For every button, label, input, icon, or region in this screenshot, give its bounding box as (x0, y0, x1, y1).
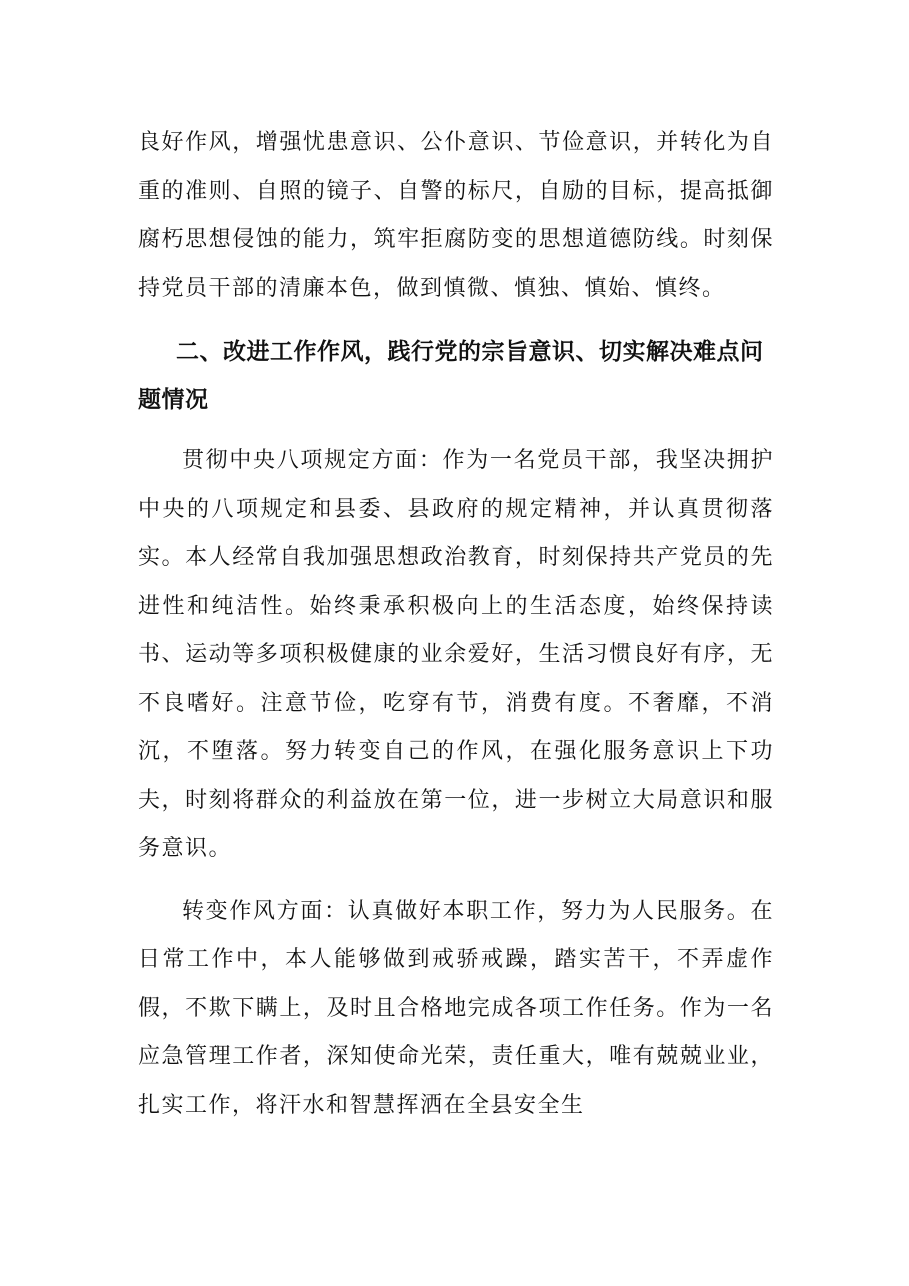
document-page (138, 119, 774, 1130)
paragraph-eight-rules: 贯彻中央八项规定方面：作为一名党员干部，我坚决拥护中央的八项规定和县委、县政府的规定精神，并认真贯彻落实。本人经常自我加强思想政治教育，时刻保持共产党员的先进性和纯洁性。始终秉承积极向上的生活态度，始终保持读书、运动等多项积极健康的业余爱好，生活习惯良好有序，无不良嗜好。注意节俭，吃穿有节，消费有度。不奢靡，不消沉，不堕落。努力转变自己的作风，在强化服务意识上下功夫，时刻将群众的利益放在第一位，进一步树立大局意识和服务意识。 (138, 448, 774, 861)
section-heading-2: 二、改进工作作风，践行党的宗旨意识、切实解决难点问题情况 (138, 339, 764, 413)
paragraph-spacer (138, 874, 774, 888)
paragraph-conduct-continued: 良好作风，增强忧患意识、公仆意识、节俭意识，并转化为自重的准则、自照的镜子、自警的标尺，自励的目标，提高抵御腐朽思想侵蚀的能力，筑牢拒腐防变的思想道德防线。时刻保持党员干部的清廉本色，做到慎微、慎独、慎始、慎终。 (138, 130, 774, 301)
paragraph-work-style: 转变作风方面：认真做好本职工作，努力为人民服务。在日常工作中，本人能够做到戒骄戒躁，踏实苦干，不弄虚作假，不欺下瞒上，及时且合格地完成各项工作任务。作为一名应急管理工作者，深知使命光荣，责任重大，唯有兢兢业业，扎实工作，将汗水和智慧挥洒在全县安全生 (138, 898, 774, 1118)
